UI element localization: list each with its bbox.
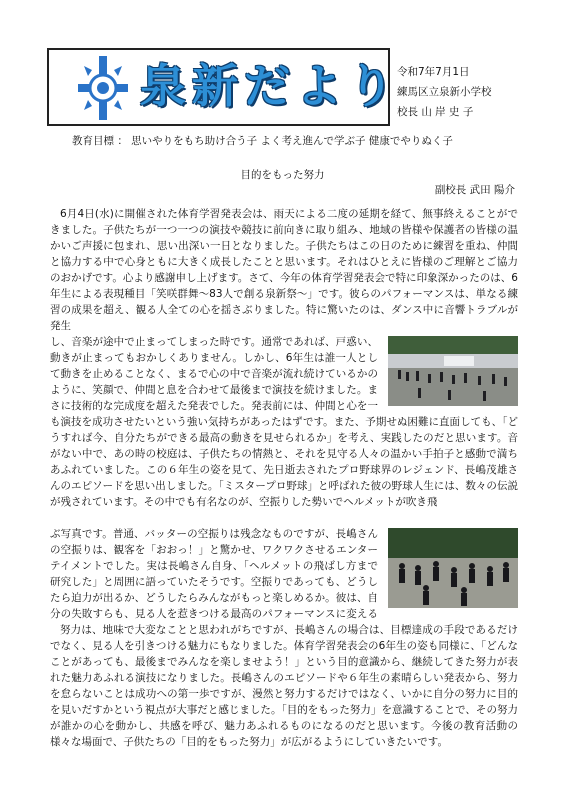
newsletter-title: 泉新だより: [140, 59, 400, 113]
school-emblem-icon: [78, 56, 128, 120]
article-paragraph: ぶ写真です。普通、バッターの空振りは残念なものですが、長嶋さんの空振りは、観客を「おおっ！」と驚かせ、ワクワクさせるエンターテイメントでした。実は長嶋さん自身、「ヘルメットの飛ばし方まで研究した」と周囲に語っていたそうです。空振りであっても、どうしたら迫力が出るか、どうしたらみんながもっと楽しめるか。彼は、自分の失敗すらも、見る人を惹きつける最高のパフォーマンスに変える: [50, 528, 378, 620]
article-paragraph: も演技を成功させたいという強い気持ちがあったはずです。また、予期せぬ困難に直面しても、「どうすれば今、自分たちができる最高の動きを見せられるか」を考え、実践したのだと思います。音がない中で、あの時の校庭は、子供たちの情熱と、それを見守る人々の温かい手拍子と感動で満ちあふれていました。この６年生の姿を見て、先日逝去されたプロ野球界のレジェンド、長嶋茂雄さんのエピソードを思い出しました。「ミスタープロ野球」と呼ばれた彼の野球人生には、数々の伝説が残されています。その中でも有名なのが、空振りした勢いでヘルメットが吹き飛: [50, 416, 518, 508]
issue-date: 令和7年7月1日: [397, 66, 470, 78]
principal-name: 校長 山 岸 史 子: [397, 106, 474, 118]
article-paragraph: 6月4日(水)に開催された体育学習発表会は、雨天による二度の延期を経て、無事終えることができました。子供たちが一つ一つの演技や競技に前向きに取り組み、地域の皆様や保護者の皆様の温かいご声援に包まれ、思い出深い一日となりました。子供たちはこの日のために練習を重ね、仲間と協力する中で心身ともに大きく成長したことと思います。それはひとえに皆様のご理解とご協力のおかげです。心より感謝申し上げます。さて、今年の体育学習発表会で特に印象深かったのは、6年生による表現種目「笑咲群舞～83人で創る泉新祭～」です。彼らのパフォーマンスは、単なる練習の成果を超え、観る人全ての心を揺さぶりました。特に驚いたのは、ダンス中に音響トラブルが発生: [50, 208, 518, 332]
article-paragraph: 努力は、地味で大変なことと思われがちですが、長嶋さんの場合は、目標達成の手段であるだけでなく、見る人を引きつける魅力にもなりました。体育学習発表会の6年生の姿も同様に、「どんなことがあっても、最後までみんなを楽しませよう！」という目的意識から、継続してきた努力が表れた魅力あふれる演技になりました。長嶋さんのエピソードや６年生の素晴らしい発表から、努力を怠らないことは成功への第一歩ですが、漫然と努力するだけではなく、いかに自分の努力に目的を見いだすかという視点が大事だと感じました。「目的をもった努力」を意識することで、その努力が誰かの心を動かし、共感を呼び、魅力あふれるものになるのだと思います。今後の教育活動の様々な場面で、子供たちの「目的をもった努力」が広がるようにしていきたいです。: [50, 624, 518, 748]
education-goals: 教育目標 ： 思いやりをもち助け合う子 よく考え進んで学ぶ子 健康でやりぬく子: [72, 135, 453, 147]
school-name: 練馬区立泉新小学校: [397, 86, 492, 98]
dance-performance-photo: [388, 336, 518, 406]
article-title: 目的をもった努力: [240, 169, 325, 181]
issue-info: [397, 62, 492, 122]
article-paragraph: し、音楽が途中で止まってしまった時です。通常であれば、戸惑い、動きが止まってもおかしくありません。しかし、6年生は誰一人として動きを止めることなく、まるで心の中で音楽が流れ続けているかのように、笑顔で、仲間と息を合わせて最後まで演技を続けました。まさに技術的な完成度を超えた発表でした。発表前には、仲間と心を一: [50, 336, 378, 412]
article-author: 副校長 武田 陽介: [434, 184, 515, 196]
group-dance-photo: [388, 528, 518, 608]
